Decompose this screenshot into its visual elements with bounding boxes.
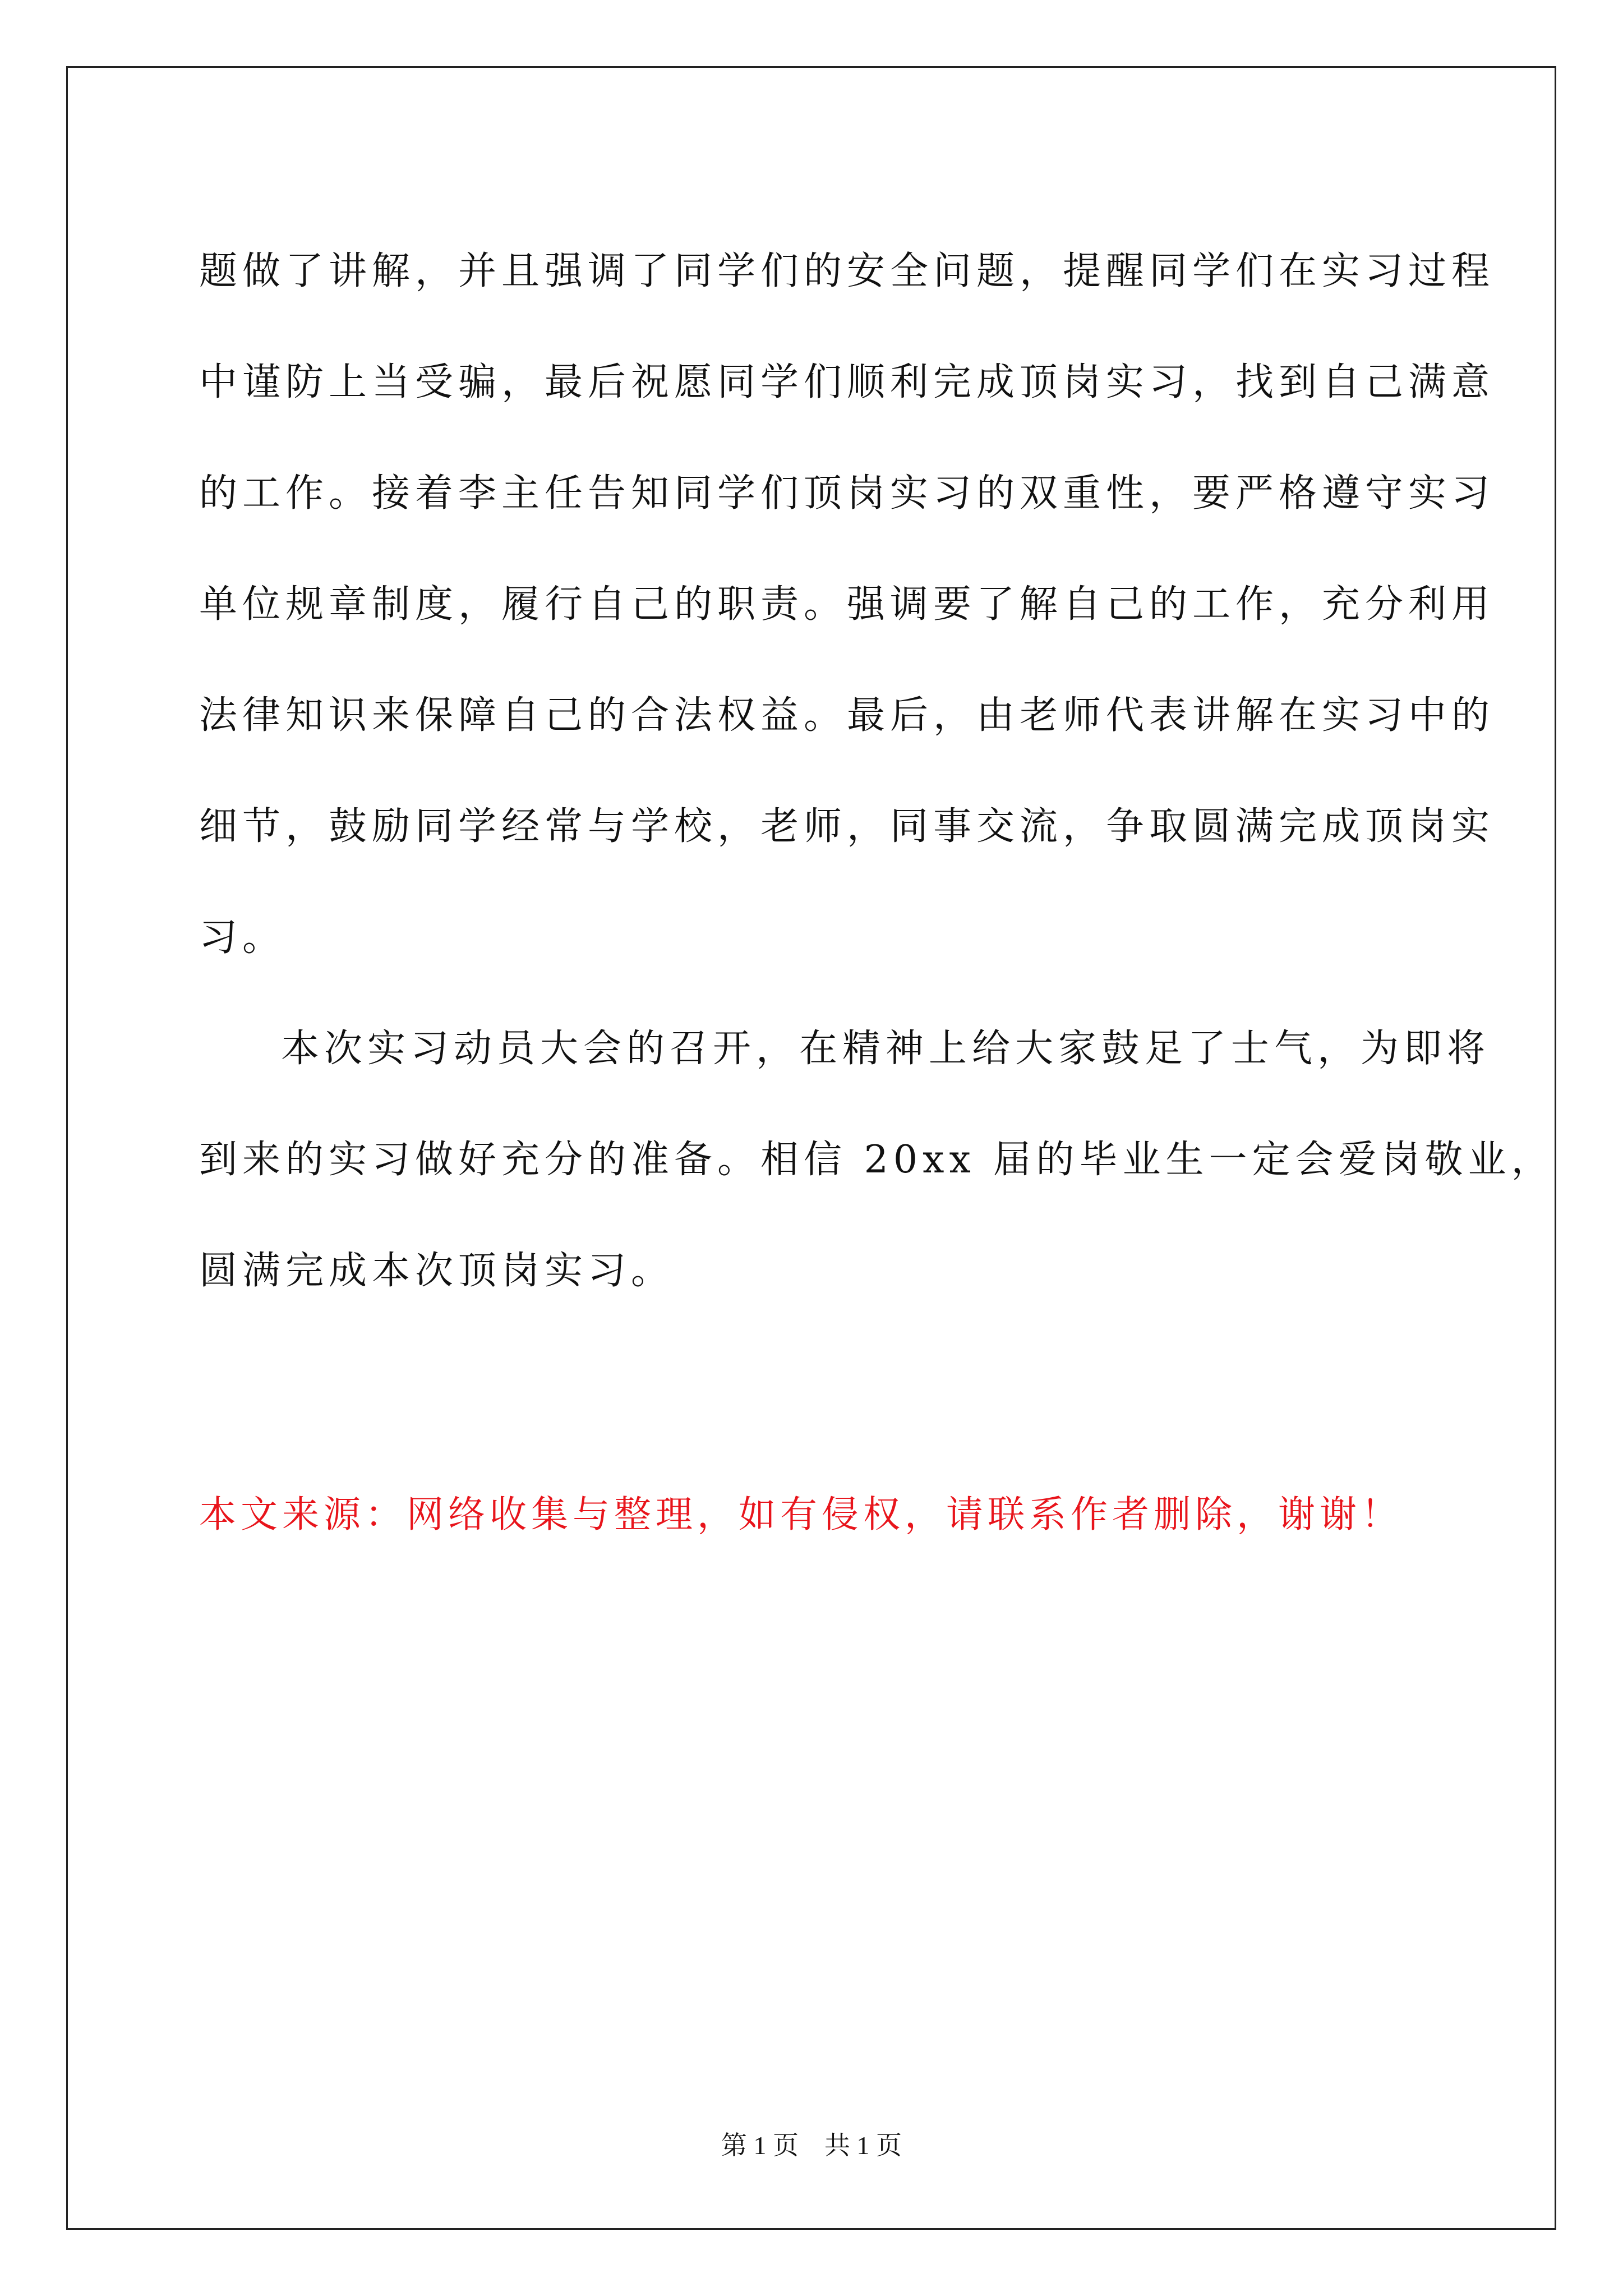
text-line: 到来的实习做好充分的准备。相信 20xx 届的毕业生一定会爱岗敬业， (199, 1138, 1555, 1182)
text-line: 法律知识来保障自己的合法权益。最后，由老师代表讲解在实习中的 (199, 693, 1495, 738)
text-line: 圆满完成本次顶岗实习。 (199, 1249, 675, 1293)
text-line: 单位规章制度，履行自己的职责。强调要了解自己的工作，充分利用 (199, 582, 1495, 627)
text-line: 本次实习动员大会的召开，在精神上给大家鼓足了士气，为即将 (281, 1027, 1491, 1071)
text-line: 细节，鼓励同学经常与学校，老师，同事交流，争取圆满完成顶岗实 (199, 804, 1495, 849)
text-line: 中谨防上当受骗，最后祝愿同学们顺利完成顶岗实习，找到自己满意 (199, 360, 1495, 404)
text-line: 习。 (199, 915, 286, 960)
text-line: 题做了讲解，并且强调了同学们的安全问题，提醒同学们在实习过程 (199, 249, 1495, 293)
source-note: 本文来源：网络收集与整理，如有侵权，请联系作者删除，谢谢！ (199, 1493, 1403, 1536)
paragraph-start-line (199, 993, 1491, 1105)
text-line: 的工作。接着李主任告知同学们顶岗实习的双重性，要严格遵守实习 (199, 471, 1495, 516)
page-number-footer: 第 1 页 共 1 页 (721, 2131, 902, 2160)
document-body (199, 216, 1555, 1327)
